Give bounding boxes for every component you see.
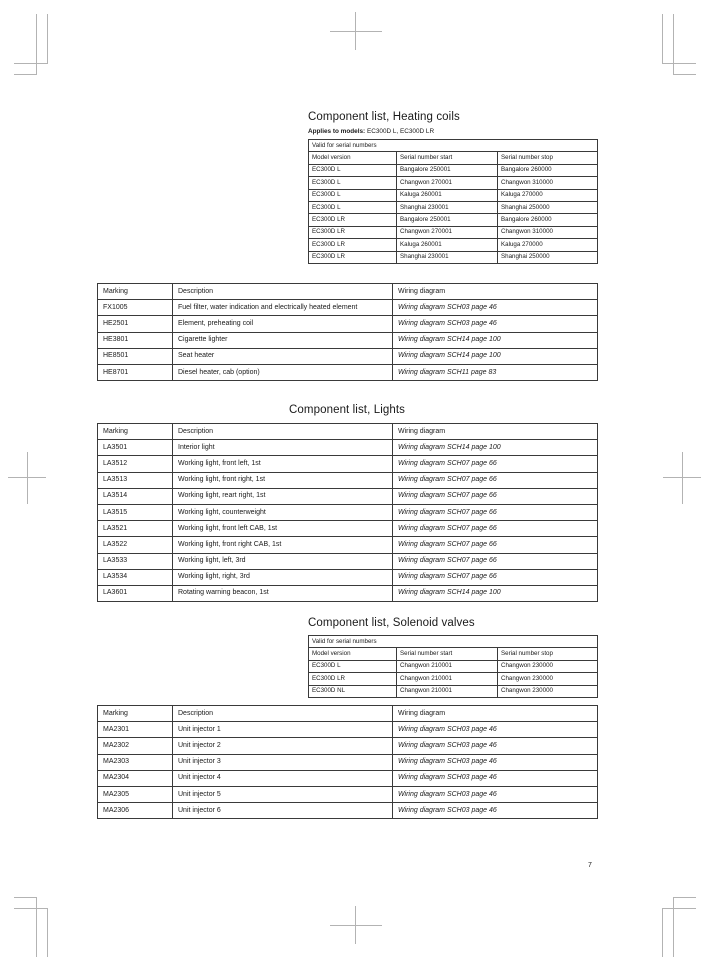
serial-stop-cell: Changwon 310000 xyxy=(498,177,598,189)
wiring-diagram-cell: Wiring diagram SCH07 page 66 xyxy=(393,553,598,569)
marking-cell: LA3513 xyxy=(98,472,173,488)
table-row xyxy=(98,786,598,802)
serial-start-cell: Changwon 270001 xyxy=(397,177,498,189)
wiring-diagram-cell: Wiring diagram SCH07 page 66 xyxy=(393,488,598,504)
description-cell: Unit injector 6 xyxy=(173,803,393,819)
wiring-diagram-cell: Wiring diagram SCH07 page 66 xyxy=(393,569,598,585)
serial-start-cell: Changwon 210001 xyxy=(397,660,498,672)
table-row xyxy=(309,685,598,697)
table-row xyxy=(309,673,598,685)
column-header: Wiring diagram xyxy=(393,424,598,440)
model-version-cell: EC300D LR xyxy=(309,226,397,238)
description-cell: Rotating warning beacon, 1st xyxy=(173,585,393,601)
description-cell: Unit injector 4 xyxy=(173,770,393,786)
column-header: Marking xyxy=(98,424,173,440)
table-row xyxy=(98,537,598,553)
description-cell: Diesel heater, cab (option) xyxy=(173,364,393,380)
serial-table-body xyxy=(309,140,598,264)
description-cell: Unit injector 3 xyxy=(173,754,393,770)
description-cell: Working light, front right CAB, 1st xyxy=(173,537,393,553)
serial-table-caption-row xyxy=(309,636,598,648)
marking-cell: HE3801 xyxy=(98,332,173,348)
model-version-cell: EC300D LR xyxy=(309,214,397,226)
serial-stop-cell: Kaluga 270000 xyxy=(498,189,598,201)
marking-cell: LA3521 xyxy=(98,521,173,537)
wiring-diagram-cell: Wiring diagram SCH14 page 100 xyxy=(393,332,598,348)
page-number: 7 xyxy=(588,862,592,869)
serial-start-cell: Changwon 210001 xyxy=(397,685,498,697)
serial-stop-cell: Kaluga 270000 xyxy=(498,239,598,251)
table-row xyxy=(98,456,598,472)
table-row xyxy=(309,177,598,189)
section-lights xyxy=(97,403,597,602)
model-version-cell: EC300D L xyxy=(309,660,397,672)
marking-cell: LA3533 xyxy=(98,553,173,569)
serial-stop-cell: Changwon 230000 xyxy=(498,660,598,672)
description-cell: Unit injector 2 xyxy=(173,738,393,754)
serial-stop-cell: Bangalore 260000 xyxy=(498,164,598,176)
serial-start-cell: Changwon 270001 xyxy=(397,226,498,238)
wiring-diagram-cell: Wiring diagram SCH03 page 46 xyxy=(393,803,598,819)
serial-stop-cell: Shanghai 250000 xyxy=(498,251,598,263)
column-header: Wiring diagram xyxy=(393,706,598,722)
applies-to-models-value: EC300D L, EC300D LR xyxy=(366,128,435,135)
marking-cell: LA3522 xyxy=(98,537,173,553)
wiring-diagram-cell: Wiring diagram SCH03 page 46 xyxy=(393,738,598,754)
column-header: Marking xyxy=(98,284,173,300)
description-cell: Element, preheating coil xyxy=(173,316,393,332)
component-table-wrapper-heating-coils xyxy=(97,283,598,381)
column-header: Serial number stop xyxy=(498,152,598,164)
serial-table-caption: Valid for serial numbers xyxy=(309,636,598,648)
serial-start-cell: Changwon 210001 xyxy=(397,673,498,685)
model-version-cell: EC300D L xyxy=(309,201,397,213)
serial-table-caption: Valid for serial numbers xyxy=(309,140,598,152)
table-row xyxy=(98,488,598,504)
table-row xyxy=(98,472,598,488)
table-row xyxy=(98,553,598,569)
column-header: Wiring diagram xyxy=(393,284,598,300)
serial-number-table-solenoid-valves xyxy=(308,635,598,698)
component-table-body xyxy=(98,706,598,819)
component-table-body xyxy=(98,284,598,381)
description-cell: Working light, counterweight xyxy=(173,504,393,520)
wiring-diagram-cell: Wiring diagram SCH03 page 46 xyxy=(393,770,598,786)
table-row xyxy=(98,585,598,601)
description-cell: Interior light xyxy=(173,440,393,456)
wiring-diagram-cell: Wiring diagram SCH11 page 83 xyxy=(393,364,598,380)
table-row xyxy=(309,201,598,213)
wiring-diagram-cell: Wiring diagram SCH03 page 46 xyxy=(393,754,598,770)
column-header: Serial number start xyxy=(397,648,498,660)
page-title: Component list, Heating coils xyxy=(308,111,460,123)
marking-cell: LA3514 xyxy=(98,488,173,504)
table-row xyxy=(98,770,598,786)
table-row xyxy=(309,251,598,263)
table-row xyxy=(98,738,598,754)
marking-cell: HE8501 xyxy=(98,348,173,364)
serial-table-caption-row xyxy=(309,140,598,152)
wiring-diagram-cell: Wiring diagram SCH14 page 100 xyxy=(393,348,598,364)
model-version-cell: EC300D L xyxy=(309,164,397,176)
serial-number-table-heating-coils xyxy=(308,139,598,264)
model-version-cell: EC300D NL xyxy=(309,685,397,697)
wiring-diagram-cell: Wiring diagram SCH03 page 46 xyxy=(393,316,598,332)
serial-start-cell: Bangalore 250001 xyxy=(397,164,498,176)
marking-cell: MA2301 xyxy=(98,722,173,738)
serial-stop-cell: Shanghai 250000 xyxy=(498,201,598,213)
description-cell: Unit injector 5 xyxy=(173,786,393,802)
marking-cell: MA2303 xyxy=(98,754,173,770)
model-version-cell: EC300D LR xyxy=(309,673,397,685)
serial-stop-cell: Changwon 230000 xyxy=(498,685,598,697)
table-row xyxy=(98,440,598,456)
wiring-diagram-cell: Wiring diagram SCH03 page 46 xyxy=(393,786,598,802)
table-header-row xyxy=(98,284,598,300)
table-row xyxy=(309,189,598,201)
table-row xyxy=(98,348,598,364)
serial-stop-cell: Bangalore 260000 xyxy=(498,214,598,226)
page-title-solenoid-valves: Component list, Solenoid valves xyxy=(308,617,475,629)
column-header: Serial number stop xyxy=(498,648,598,660)
marking-cell: HE2501 xyxy=(98,316,173,332)
serial-start-cell: Bangalore 250001 xyxy=(397,214,498,226)
component-table-wrapper-solenoid-valves xyxy=(97,705,598,819)
wiring-diagram-cell: Wiring diagram SCH03 page 46 xyxy=(393,300,598,316)
component-table-body xyxy=(98,424,598,602)
marking-cell: MA2302 xyxy=(98,738,173,754)
table-header-row xyxy=(98,706,598,722)
table-row xyxy=(309,660,598,672)
serial-stop-cell: Changwon 230000 xyxy=(498,673,598,685)
table-row xyxy=(98,300,598,316)
marking-cell: FX1005 xyxy=(98,300,173,316)
table-row xyxy=(98,521,598,537)
applies-to-models-label: Applies to models: xyxy=(308,128,366,135)
marking-cell: MA2306 xyxy=(98,803,173,819)
table-row xyxy=(309,239,598,251)
wiring-diagram-cell: Wiring diagram SCH14 page 100 xyxy=(393,440,598,456)
marking-cell: HE8701 xyxy=(98,364,173,380)
component-table-heating-coils xyxy=(97,283,598,381)
table-row xyxy=(309,214,598,226)
table-row xyxy=(98,504,598,520)
table-row xyxy=(98,722,598,738)
table-row xyxy=(98,569,598,585)
wiring-diagram-cell: Wiring diagram SCH14 page 100 xyxy=(393,585,598,601)
description-cell: Seat heater xyxy=(173,348,393,364)
model-version-cell: EC300D L xyxy=(309,177,397,189)
serial-start-cell: Kaluga 260001 xyxy=(397,189,498,201)
page-title-lights: Component list, Lights xyxy=(289,404,405,416)
table-header-row xyxy=(309,648,598,660)
component-table-lights xyxy=(97,423,598,602)
model-version-cell: EC300D LR xyxy=(309,251,397,263)
column-header: Model version xyxy=(309,648,397,660)
description-cell: Fuel filter, water indication and electrically heated element xyxy=(173,300,393,316)
marking-cell: LA3512 xyxy=(98,456,173,472)
model-version-cell: EC300D LR xyxy=(309,239,397,251)
column-header: Model version xyxy=(309,152,397,164)
marking-cell: LA3501 xyxy=(98,440,173,456)
description-cell: Working light, reart right, 1st xyxy=(173,488,393,504)
wiring-diagram-cell: Wiring diagram SCH07 page 66 xyxy=(393,537,598,553)
marking-cell: LA3534 xyxy=(98,569,173,585)
description-cell: Working light, left, 3rd xyxy=(173,553,393,569)
table-row xyxy=(98,364,598,380)
table-row xyxy=(98,754,598,770)
marking-cell: MA2304 xyxy=(98,770,173,786)
column-header: Description xyxy=(173,706,393,722)
table-row xyxy=(309,226,598,238)
component-table-solenoid-valves xyxy=(97,705,598,819)
table-header-row xyxy=(309,152,598,164)
wiring-diagram-cell: Wiring diagram SCH03 page 46 xyxy=(393,722,598,738)
table-row xyxy=(98,332,598,348)
table-row xyxy=(309,164,598,176)
table-header-row xyxy=(98,424,598,440)
description-cell: Working light, right, 3rd xyxy=(173,569,393,585)
wiring-diagram-cell: Wiring diagram SCH07 page 66 xyxy=(393,521,598,537)
marking-cell: MA2305 xyxy=(98,786,173,802)
description-cell: Cigarette lighter xyxy=(173,332,393,348)
table-row xyxy=(98,803,598,819)
column-header: Description xyxy=(173,284,393,300)
serial-table-body xyxy=(309,636,598,698)
section-heating-coils xyxy=(308,110,598,264)
serial-stop-cell: Changwon 310000 xyxy=(498,226,598,238)
column-header: Description xyxy=(173,424,393,440)
marking-cell: LA3601 xyxy=(98,585,173,601)
column-header: Marking xyxy=(98,706,173,722)
description-cell: Working light, front left CAB, 1st xyxy=(173,521,393,537)
wiring-diagram-cell: Wiring diagram SCH07 page 66 xyxy=(393,456,598,472)
marking-cell: LA3515 xyxy=(98,504,173,520)
serial-start-cell: Shanghai 230001 xyxy=(397,201,498,213)
serial-start-cell: Kaluga 260001 xyxy=(397,239,498,251)
applies-to-models xyxy=(308,127,598,136)
description-cell: Unit injector 1 xyxy=(173,722,393,738)
column-header: Serial number start xyxy=(397,152,498,164)
description-cell: Working light, front left, 1st xyxy=(173,456,393,472)
description-cell: Working light, front right, 1st xyxy=(173,472,393,488)
wiring-diagram-cell: Wiring diagram SCH07 page 66 xyxy=(393,472,598,488)
section-solenoid-valves xyxy=(308,616,598,698)
wiring-diagram-cell: Wiring diagram SCH07 page 66 xyxy=(393,504,598,520)
table-row xyxy=(98,316,598,332)
serial-start-cell: Shanghai 230001 xyxy=(397,251,498,263)
model-version-cell: EC300D L xyxy=(309,189,397,201)
